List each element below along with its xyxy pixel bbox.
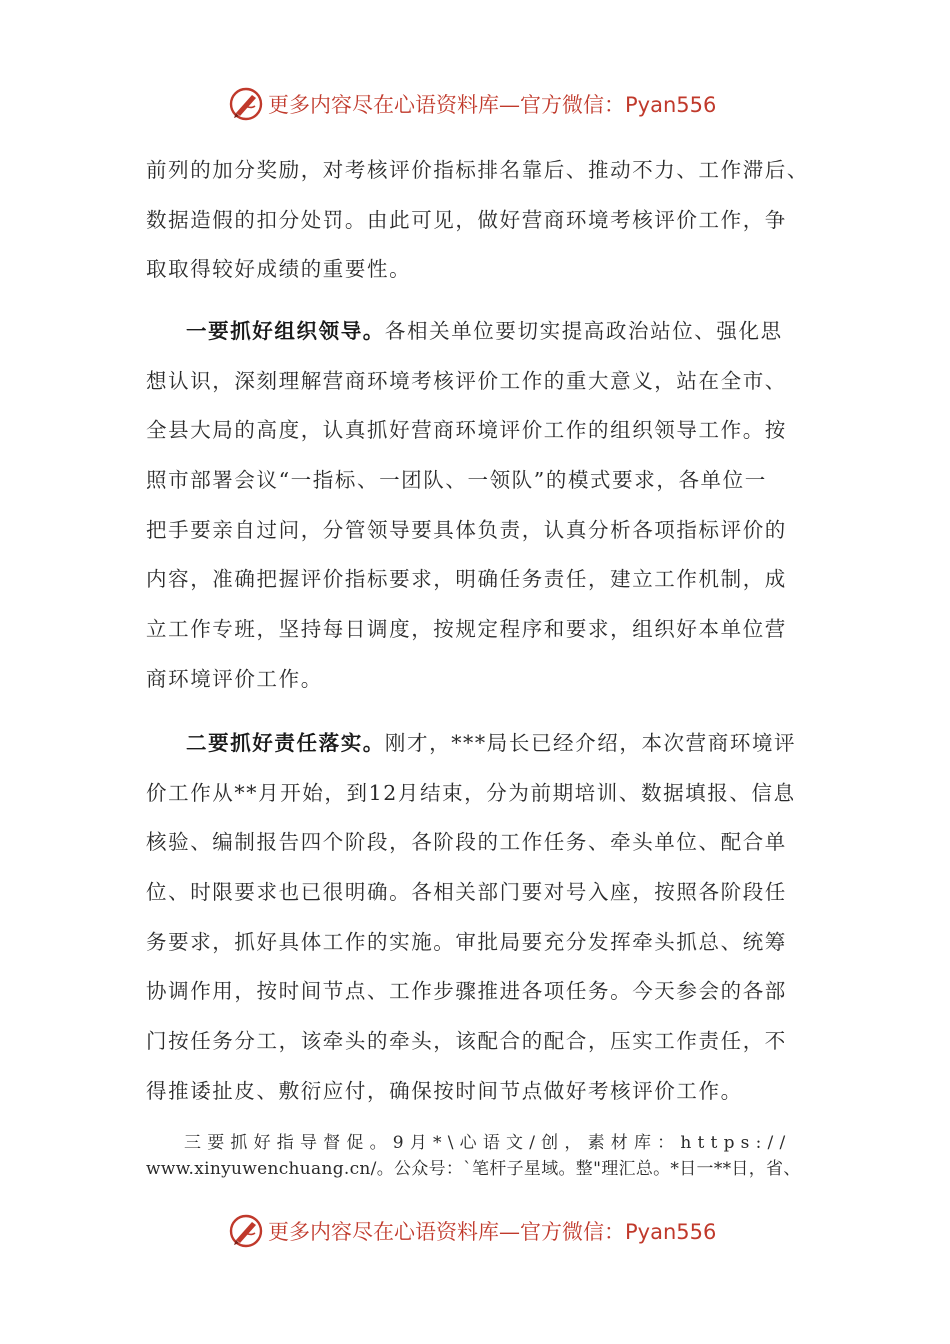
text-line: 想认识，深刻理解营商环境考核评价工作的重大意义，站在全市、: [146, 368, 787, 393]
paragraph-responsibility: [146, 719, 816, 1117]
banner-text: 更多内容尽在心语资料库—官方微信：Pyan556: [268, 93, 717, 117]
text-line: 数据造假的扣分处罚。由此可见，做好营商环境考核评价工作，争: [146, 207, 787, 232]
text-line: 立工作专班，坚持每日调度，按规定程序和要求，组织好本单位营: [146, 617, 787, 642]
paragraph-heading: 二要抓好责任落实。: [186, 731, 385, 755]
paragraph-continuation: [146, 146, 816, 295]
text-line: 取取得较好成绩的重要性。: [146, 257, 412, 282]
pen-circle-logo-icon: [228, 86, 264, 122]
text-line: 得推诿扯皮、敷衍应付，确保按时间节点做好考核评价工作。: [146, 1078, 743, 1103]
text-line: 二要抓好责任落实。刚才，***局长已经介绍，本次营商环境评: [186, 731, 797, 755]
wechat-id: Pyan556: [625, 93, 717, 117]
pen-circle-logo-icon: [228, 1213, 264, 1249]
text-line: 把手要亲自过问，分管领导要具体负责，认真分析各项指标评价的: [146, 517, 787, 542]
text-line: 照市部署会议“一指标、一团队、一领队”的模式要求，各单位一: [146, 468, 767, 493]
text-line: 商环境评价工作。: [146, 666, 323, 691]
header-banner: [228, 84, 728, 124]
wechat-id: Pyan556: [625, 1220, 717, 1244]
banner-text: 更多内容尽在心语资料库—官方微信：Pyan556: [268, 1220, 717, 1244]
text-line: 门按任务分工，该牵头的牵头，该配合的配合，压实工作责任，不: [146, 1029, 787, 1054]
paragraph-organization-leadership: [146, 307, 816, 705]
text-line: 核验、编制报告四个阶段，各阶段的工作任务、牵头单位、配合单: [146, 830, 787, 855]
text-line: 全县大局的高度，认真抓好营商环境评价工作的组织领导工作。按: [146, 418, 787, 443]
text-line: 前列的加分奖励，对考核评价指标排名靠后、推动不力、工作滞后、: [146, 158, 809, 182]
text-line: 内容，准确把握评价指标要求，明确任务责任，建立工作机制，成: [146, 567, 787, 592]
text-line: 价工作从**月开始，到12月结束，分为前期培训、数据填报、信息: [146, 780, 796, 805]
text-line: 一要抓好组织领导。各相关单位要切实提高政治站位、强化思: [186, 319, 783, 343]
paragraph-guidance: [146, 1130, 822, 1182]
text-line: 协调作用，按时间节点、工作步骤推进各项任务。今天参会的各部: [146, 979, 787, 1004]
text-line: www.xinyuwenchuang.cn/。公众号：`笔杆子星域。整"理汇总。*日一**日，省、: [146, 1159, 801, 1179]
text-line: 位、时限要求也已很明确。各相关部门要对号入座，按照各阶段任: [146, 880, 787, 905]
paragraph-heading: 一要抓好组织领导。: [186, 319, 385, 343]
text-line: 三要抓好指导督促。9月*\心语文/创，素材库：https://: [184, 1133, 792, 1153]
footer-banner: [228, 1211, 728, 1251]
text-line: 务要求，抓好具体工作的实施。审批局要充分发挥牵头抓总、统筹: [146, 929, 787, 954]
